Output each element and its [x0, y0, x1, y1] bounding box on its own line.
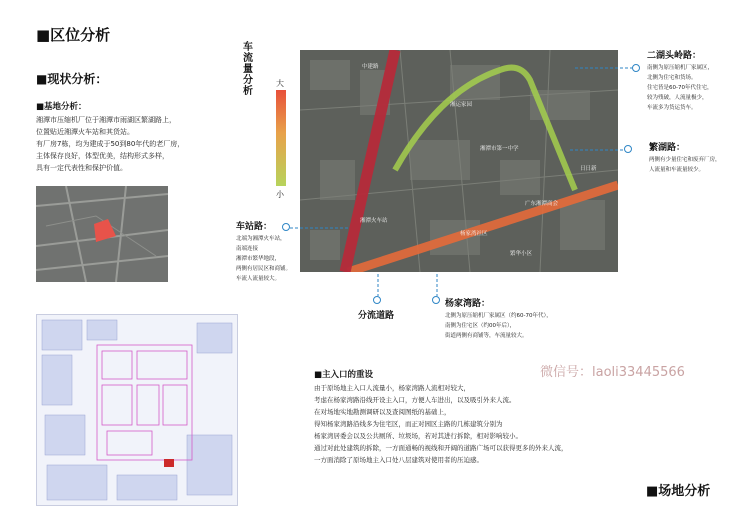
- erhu-road-title: 二湖头岭路：: [647, 51, 702, 61]
- entrance-line: 由于原场地主入口人流量小，杨家湾路人流相对较大，: [314, 384, 470, 392]
- fanhu-road-line: 人流量和车流量较少。: [649, 167, 705, 173]
- legend-low-label: 小: [276, 190, 284, 199]
- map-label: 湘潭市第一中学: [480, 146, 519, 152]
- yangjiawan-road-line: 北侧为原压缩机厂家属区（约60-70年代），: [445, 313, 552, 319]
- entrance-line: 得知杨家湾路沿线多为住宅区，而正对园区主路的几栋建筑分别为: [314, 420, 503, 428]
- entrance-line: 考虑在杨家湾路沿线开设主入口，方便人车进出，以及吸引外来人流。: [314, 396, 516, 404]
- base-line: 主体保存良好，体型优美，结构形式多样，: [36, 152, 169, 160]
- erhu-road-line: 北侧为住宅和货场。: [647, 75, 697, 81]
- yangjiawan-road-line: 街道两侧有商铺等，车流量较大。: [445, 333, 528, 339]
- fanhu-road-marker: [624, 145, 632, 153]
- erhu-road-line: 较为残破，人流量极少，: [647, 95, 708, 101]
- yangjiawan-road-block: [445, 296, 552, 341]
- yangjiawan-road-marker: [432, 296, 440, 304]
- erhu-road-marker: [632, 64, 640, 72]
- station-road-title: 车站路：: [236, 222, 273, 232]
- erhu-road-line: 车流多为货运货车。: [647, 105, 697, 111]
- map-label: 杨家湾社区: [460, 231, 488, 237]
- split-road-marker: [373, 296, 381, 304]
- station-road-line: 车流人流量较大。: [236, 276, 281, 282]
- yangjiawan-road-line: 南侧为住宅区（约00年后），: [445, 323, 516, 329]
- split-road-title: 分流道路: [358, 311, 395, 321]
- fanhu-road-title: 繁湖路：: [649, 143, 686, 153]
- map-label: 广东湘潭商会: [525, 201, 559, 207]
- erhu-road-line: 南侧为原压缩机厂家属区，: [647, 65, 714, 71]
- base-line: 位置贴近湘潭火车站和其货站。: [36, 128, 134, 136]
- station-road-block: [236, 219, 291, 284]
- map-label: 湘潭火车站: [360, 218, 388, 224]
- base-analysis-heading: ■基地分析：: [36, 102, 87, 112]
- section-status-heading: ■现状分析：: [36, 72, 108, 86]
- map-label: 繁华小区: [510, 251, 533, 257]
- base-line: 具有一定代表性和保护价值。: [36, 164, 127, 172]
- station-road-line: 北端为湘潭火车站，: [236, 236, 286, 242]
- entrance-text: [314, 382, 568, 466]
- legend-title: 车流量分析: [243, 42, 253, 97]
- watermark-text: 微信号：laoli33445566: [540, 365, 685, 380]
- station-road-line: 两侧有居民区和商铺。: [236, 266, 292, 272]
- entrance-line: 在对场地实地勘测调研以及查阅图纸的基础上，: [314, 408, 451, 416]
- page-title: ■区位分析: [36, 26, 111, 44]
- map-label: 中建路: [362, 64, 379, 70]
- fanhu-road-block: [649, 140, 721, 175]
- map-label: 湘运家园: [450, 102, 473, 108]
- entrance-line: 杨家湾居委会以及公共厕所、垃圾场，若对其进行拆除，相对影响较小。: [314, 432, 522, 440]
- yangjiawan-road-title: 杨家湾路：: [445, 299, 491, 309]
- base-line: 有厂房7栋，均为建成于50到80年代的老厂房，: [36, 140, 185, 148]
- entrance-heading: ■主入口的重设: [314, 370, 374, 380]
- base-line: 湘潭市压缩机厂位于湘潭市雨湖区繁湖路上，: [36, 116, 176, 124]
- map-label: 日日新: [580, 166, 597, 172]
- station-road-line: 南端连接: [236, 246, 259, 252]
- erhu-road-line: 住宅皆是60-70年代住宅，: [647, 85, 713, 91]
- fanhu-road-line: 两侧有少量住宅和废弃厂房，: [649, 157, 721, 163]
- entrance-line: 一方面消除了原场地主入口处八层建筑对使用者的压迫感。: [314, 456, 483, 464]
- footer-title: ■场地分析: [646, 484, 711, 499]
- entrance-line: 通过对此处建筑的拆除，一方面通畅的视线和开阔的道路广场可以获得更多的外来人流，: [314, 444, 568, 452]
- legend-high-label: 大: [276, 79, 284, 88]
- erhu-road-block: [647, 48, 713, 113]
- station-road-line: 湘潭市繁华地段，: [236, 256, 281, 262]
